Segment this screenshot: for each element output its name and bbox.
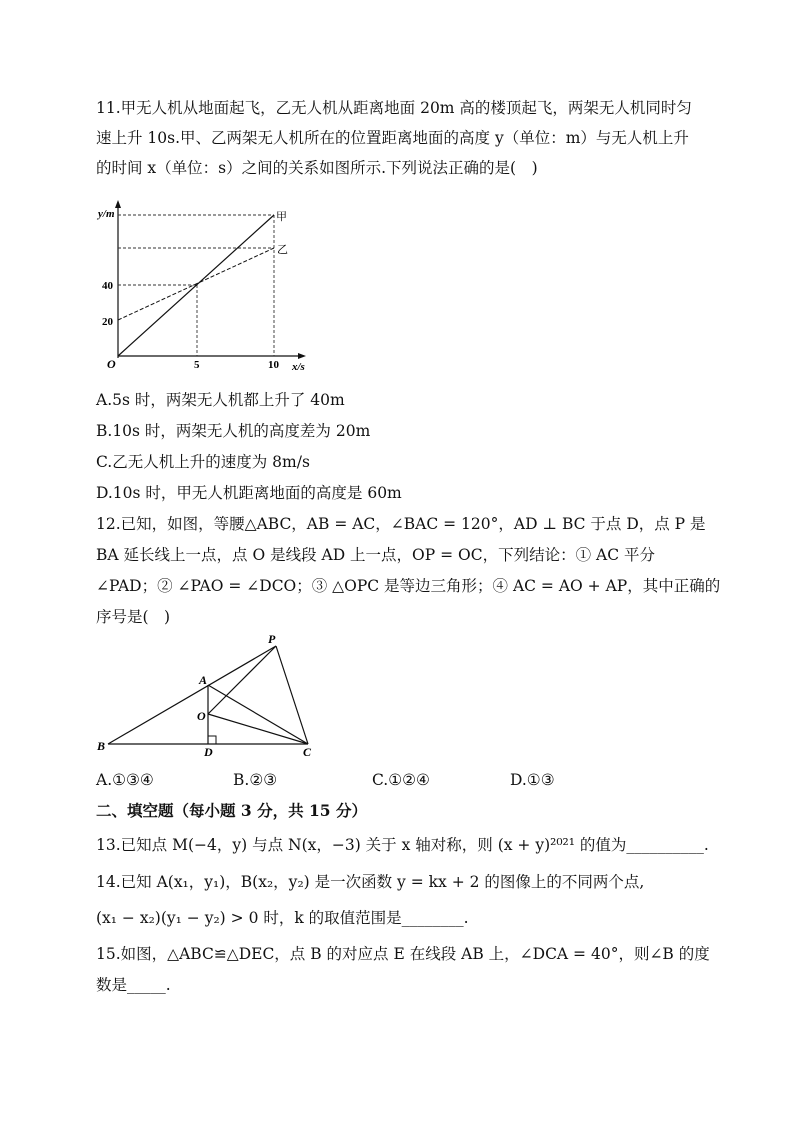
q12-option-b: B.②③ (233, 771, 278, 789)
q11-y-tick-20: 20 (102, 316, 113, 328)
q12-right-angle-mark (208, 736, 216, 744)
q12-label-B: B (97, 739, 106, 753)
q11-line-yi (118, 248, 274, 320)
q12-line-3: ∠PAD；② ∠PAO = ∠DCO；③ △OPC 是等边三角形；④ AC = AO + AP，其中正确的 (96, 577, 721, 595)
q12-label-D: D (204, 745, 213, 758)
q11-option-b: B.10s 时，两架无人机的高度差为 20m (96, 422, 371, 440)
section-2-heading: 二、填空题（每小题 3 分，共 15 分） (96, 801, 367, 820)
q11-graph (96, 198, 316, 376)
q12-seg-AC (208, 685, 308, 744)
q15-line-1: 15.如图，△ABC≌△DEC，点 B 的对应点 E 在线段 AB 上，∠DCA = 40°，则∠B 的度 (96, 945, 710, 963)
q11-line-1: 11.甲无人机从地面起飞，乙无人机从距离地面 20m 高的楼顶起飞，两架无人机同时匀 (96, 99, 692, 117)
q11-line-3: 的时间 x（单位：s）之间的关系如图所示.下列说法正确的是( ) (96, 159, 538, 177)
q12-figure (96, 632, 336, 758)
q11-label-yi: 乙 (277, 244, 288, 256)
q12-label-P: P (268, 632, 276, 646)
q11-y-axis-label: y/m (98, 208, 115, 220)
q15-line-2: 数是_____. (96, 976, 171, 994)
q12-label-O: O (197, 709, 206, 723)
q11-option-d: D.10s 时，甲无人机距离地面的高度是 60m (96, 484, 402, 502)
q11-option-c: C.乙无人机上升的速度为 8m/s (96, 453, 310, 471)
q12-option-a: A.①③④ (96, 771, 154, 789)
q12-label-C: C (303, 745, 312, 758)
q12-line-2: BA 延长线上一点，点 O 是线段 AD 上一点，OP = OC，下列结论：① AC 平分 (96, 546, 656, 564)
q11-x-tick-5: 5 (194, 359, 200, 371)
q11-origin-label: O (107, 357, 116, 371)
q12-line-4: 序号是( ) (96, 608, 171, 626)
q14-line-1: 14.已知 A(x₁，y₁)，B(x₂，y₂) 是一次函数 y = kx + 2 的图像上的不同两个点, (96, 873, 645, 891)
q11-x-tick-10: 10 (268, 359, 279, 371)
q11-line-jia (118, 215, 274, 356)
q11-y-tick-40: 40 (102, 280, 113, 292)
q12-option-d: D.①③ (510, 771, 555, 789)
q14-line-2: (x₁ − x₂)(y₁ − y₂) > 0 时，k 的取值范围是________. (96, 909, 469, 927)
q11-label-jia: 甲 (276, 211, 287, 223)
q12-seg-PC (276, 646, 308, 744)
q13-line: 13.已知点 M(−4，y) 与点 N(x，−3) 关于 x 轴对称，则 (x + y)²⁰²¹ 的值为__________. (96, 836, 709, 854)
q11-x-arrow (298, 353, 306, 359)
q12-label-A: A (199, 673, 208, 687)
q12-line-1: 12.已知，如图，等腰△ABC，AB = AC，∠BAC = 120°，AD ⊥ BC 于点 D，点 P 是 (96, 515, 706, 533)
q12-seg-BP (108, 646, 276, 744)
q12-option-c: C.①②④ (372, 771, 430, 789)
q12-seg-OC (208, 714, 308, 744)
q11-x-axis-label: x/s (292, 361, 305, 373)
q11-y-arrow (115, 200, 121, 208)
q11-line-2: 速上升 10s.甲、乙两架无人机所在的位置距离地面的高度 y（单位：m）与无人机上升 (96, 129, 689, 147)
q11-option-a: A.5s 时，两架无人机都上升了 40m (96, 391, 345, 409)
